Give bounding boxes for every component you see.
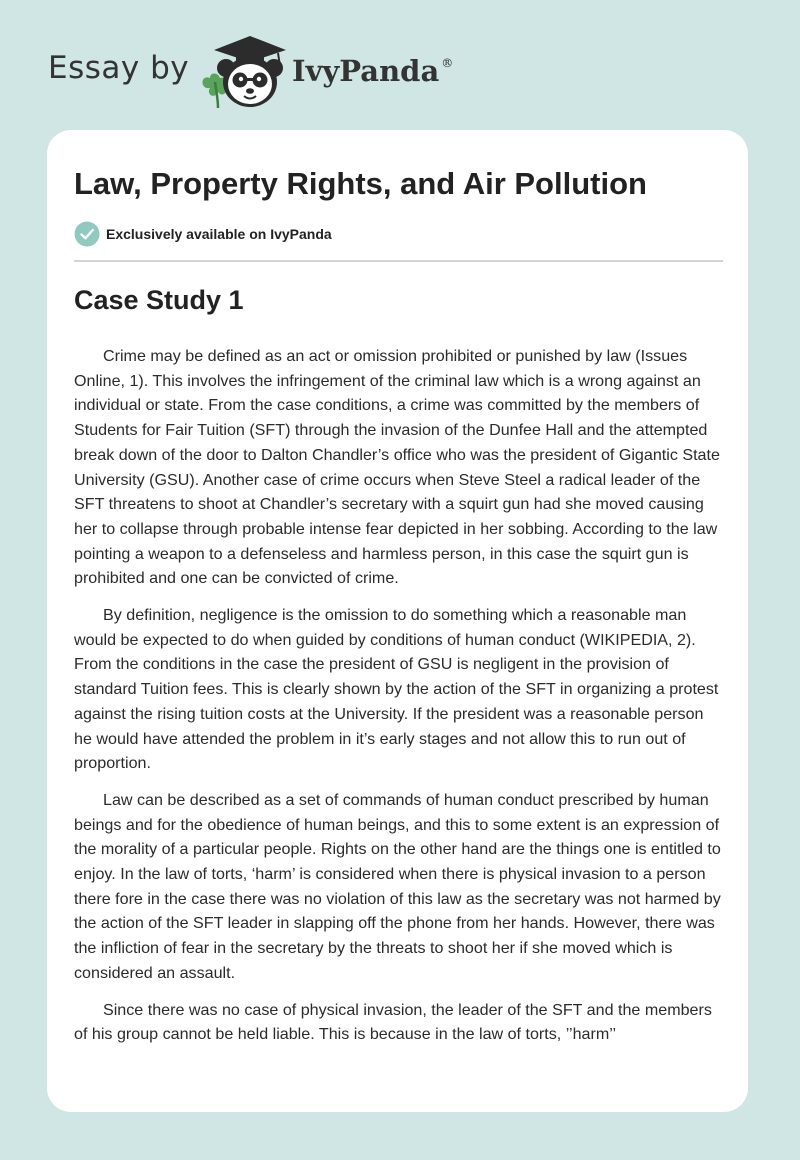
essay-by-label: Essay by bbox=[48, 50, 190, 86]
divider bbox=[74, 260, 723, 262]
exclusive-badge-label: Exclusively available on IvyPanda bbox=[106, 226, 332, 242]
check-icon bbox=[74, 221, 100, 247]
brand-name[interactable]: IvyPanda ® bbox=[292, 54, 454, 88]
page-title: Law, Property Rights, and Air Pollution bbox=[74, 166, 647, 201]
article-body bbox=[74, 344, 724, 1059]
paragraph: By definition, negligence is the omission to do something which a reasonable man would be expected to do when guided by conditions of human conduct (WIKIPEDIA, 2). From the conditions in the case the president of GSU is negligent in the provision of standard Tuition fees. This is clearly shown by the action of the SFT in organizing a protest against the rising tuition costs at the University. If the president was a reasonable person he would have attended the problem in it’s early stages and not allow this to run out of proportion. bbox=[74, 606, 719, 773]
registered-mark: ® bbox=[441, 56, 454, 70]
paragraph: Law can be described as a set of commands of human conduct prescribed by human beings and for the obedience of human beings, and this to some extent is an expression of the morality of a particular people. Rights on the other hand are the things one is entitled to enjoy. In the law of torts, ‘harm’ is considered when there is physical invasion to a person there fore in the case there was no violation of this law as the secretary was not harmed by the action of the SFT leader in slapping off the phone from her hands. However, there was the infliction of fear in the secretary by the threats to shoot her if she moved which is considered an assault. bbox=[74, 790, 721, 982]
essay-card bbox=[47, 130, 748, 1112]
site-header bbox=[0, 0, 800, 130]
section-title: Case Study 1 bbox=[74, 285, 244, 315]
paragraph: Crime may be defined as an act or omission prohibited or punished by law (Issues Online, 1). This involves the infringement of the criminal law which is a wrong against an individual or state. From the case conditions, a crime was committed by the members of Students for Fair Tuition (SFT) through the invasion of the Dunfee Hall and the attempted break down of the door to Dalton Chandler’s office who was the president of Gigantic State University (GSU). Another case of crime occurs when Steve Steel a radical leader of the SFT threatens to shoot at Chandler’s secretary with a squirt gun had she moved causing her to collapse through probable intense fear depicted in her sobbing. According to the law pointing a weapon to a defenseless and harmless person, in this case the squirt gun is prohibited and one can be convicted of crime. bbox=[74, 347, 720, 588]
paragraph: Since there was no case of physical invasion, the leader of the SFT and the members of his group cannot be held liable. This is because in the law of torts, ’’harm’’ bbox=[74, 1000, 712, 1044]
exclusive-badge bbox=[74, 221, 332, 247]
panda-logo-icon[interactable] bbox=[196, 34, 296, 110]
